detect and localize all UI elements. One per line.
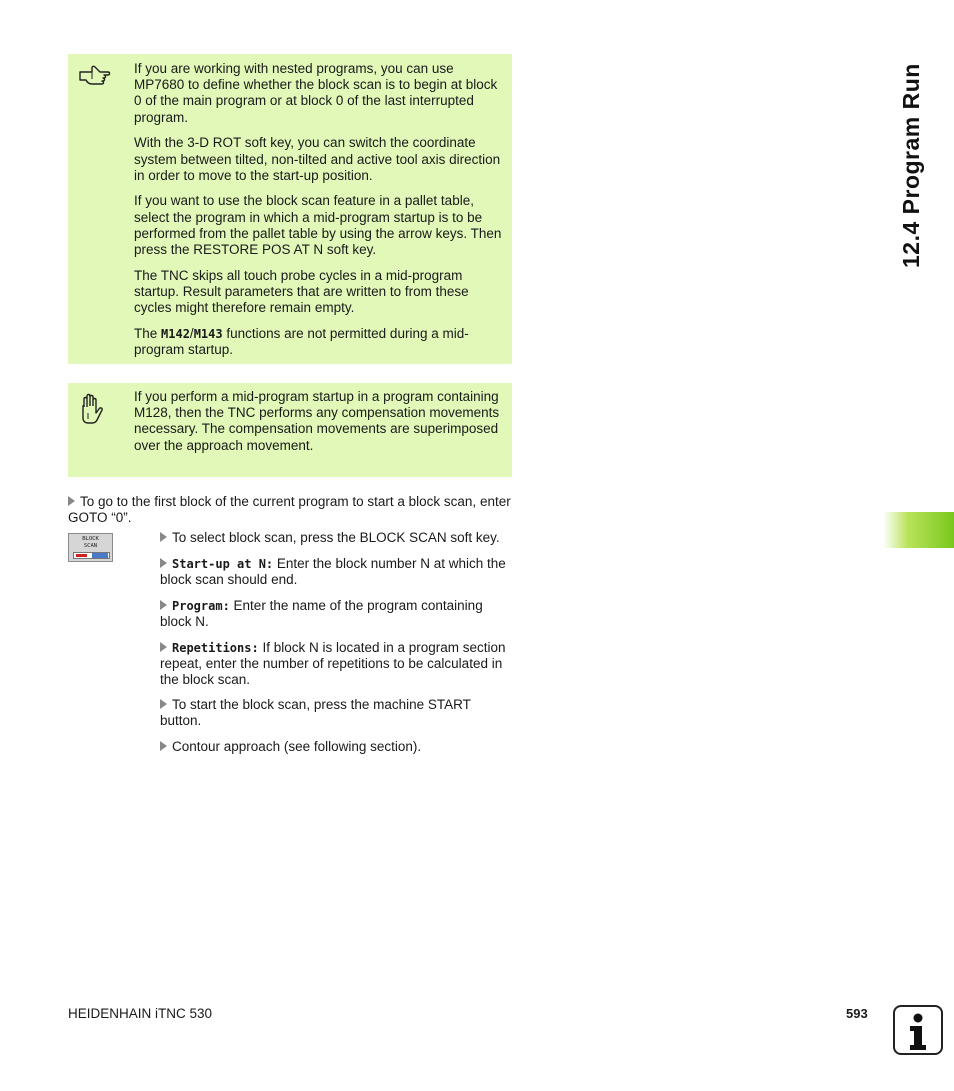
field-label: Program: [172, 599, 230, 613]
note-paragraph: If you are working with nested programs, you can use MP7680 to define whether the block scan is to begin at block 0 of the main program or at block 0 of the last interrupted program. [134, 61, 498, 125]
code-m143: M143 [193, 326, 223, 341]
note-paragraph: The TNC skips all touch probe cycles in a mid-program startup. Result parameters that are written to from these cycles might therefore remain empty. [134, 267, 469, 316]
softkey-label-line2: SCAN [83, 543, 98, 549]
step-text: To go to the first block of the current program to start a block scan, enter GOTO “0”. [68, 494, 511, 526]
step-text: To select block scan, press the BLOCK SCAN soft key. [172, 530, 500, 545]
field-label: Repetitions: [172, 641, 259, 655]
step-text: To start the block scan, press the machine START button. [160, 697, 471, 729]
step-text: Contour approach (see following section). [172, 739, 422, 754]
step-program [160, 598, 515, 630]
step-goto [68, 494, 518, 526]
note-text-block [134, 389, 502, 463]
bullet-arrow-icon [160, 558, 167, 568]
block-scan-softkey [68, 533, 113, 562]
pointing-hand-icon [78, 62, 114, 98]
step-contour-approach [160, 739, 515, 755]
note-paragraph: With the 3-D ROT soft key, you can switch the coordinate system between tilted, non-tilted and active tool axis direction in order to move to the start-up position. [134, 135, 501, 183]
info-icon [893, 1005, 943, 1055]
code-m142: M142 [161, 326, 190, 341]
note-paragraph: If you want to use the block scan feature in a pallet table, select the program in which a mid-program startup is to be performed from the pallet table by using the arrow keys. Then press the RESTORE POS AT N soft key. [134, 193, 502, 258]
step-text: Enter the block number N at which the block scan should end. [160, 556, 506, 588]
step-start-scan [160, 697, 505, 729]
bullet-arrow-icon [160, 699, 167, 709]
step-repetitions [160, 640, 515, 689]
text-run: functions are not permitted during a mid-program startup. [134, 325, 469, 358]
note-paragraph: If you perform a mid-program startup in a program containing M128, then the TNC performs any compensation movements necessary. The compensation movements are superimposed over the approach movement. [134, 389, 500, 453]
note-paragraph [134, 326, 502, 358]
note-box-tips [68, 54, 512, 364]
step-text: If block N is located in a program section repeat, enter the number of repetitions to be calculated in the block scan. [160, 640, 506, 688]
footer-product-name: HEIDENHAIN iTNC 530 [68, 1006, 213, 1021]
bullet-arrow-icon [68, 496, 75, 506]
field-label: Start-up at N: [172, 557, 274, 571]
softkey-graphic-icon [73, 552, 110, 559]
note-box-m128 [68, 383, 512, 477]
text-run: The [134, 325, 162, 341]
step-text: Enter the name of the program containing block N. [160, 598, 483, 630]
page-number: 593 [846, 1006, 868, 1021]
bullet-arrow-icon [160, 600, 167, 610]
bullet-arrow-icon [160, 532, 167, 542]
softkey-label-line1: BLOCK [82, 536, 99, 542]
note-text-block [134, 61, 502, 368]
bullet-arrow-icon [160, 642, 167, 652]
chapter-tab-marker [883, 512, 954, 548]
chapter-side-title: 12.4 Program Run [898, 63, 924, 268]
bullet-arrow-icon [160, 741, 167, 751]
step-startup-at-n [160, 556, 515, 588]
step-select-block-scan [160, 530, 515, 546]
raised-hand-icon [78, 393, 114, 429]
text-run: / [189, 325, 194, 341]
